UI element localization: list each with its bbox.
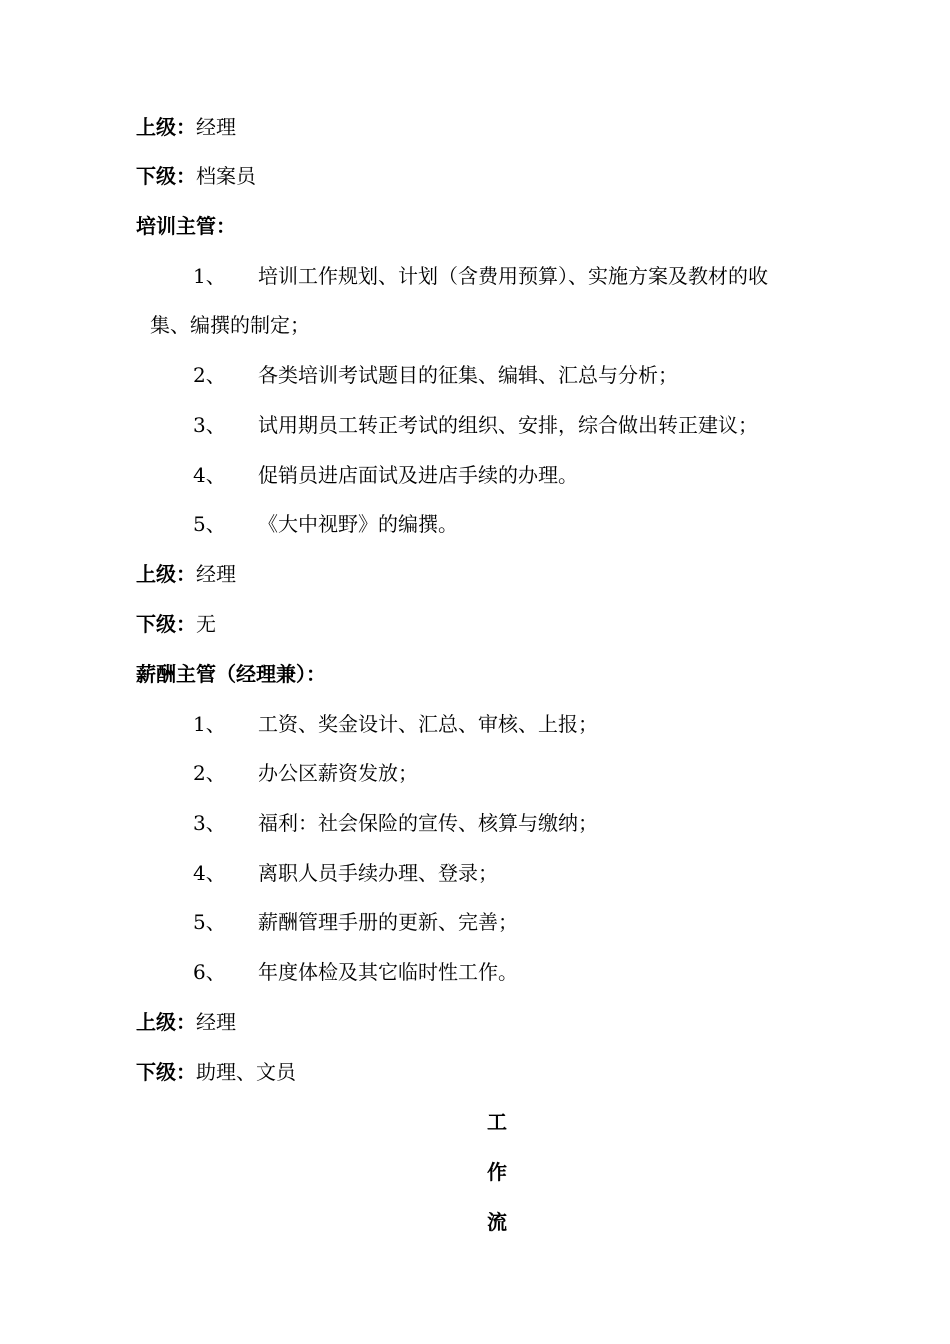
superior-label: 上级： (136, 115, 196, 139)
training-item-3-number: 3、 (193, 413, 226, 437)
vertical-title-char-1: 工 (487, 1110, 507, 1134)
training-item-3-text: 试用期员工转正考试的组织、安排，综合做出转正建议； (258, 413, 758, 437)
training-item-2-number: 2、 (193, 363, 226, 387)
salary-item-2-number: 2、 (193, 761, 226, 785)
training-item-1-text: 培训工作规划、计划（含费用预算）、实施方案及教材的收 (258, 264, 768, 288)
salary-item-3-number: 3、 (193, 811, 226, 835)
superior-line (136, 114, 236, 140)
salary-superior-line (136, 1009, 236, 1035)
subordinate-label: 下级： (136, 164, 196, 188)
superior-label: 上级： (136, 562, 196, 586)
subordinate-line (136, 163, 256, 189)
salary-item-4-number: 4、 (193, 861, 226, 885)
salary-item-3-text: 福利：社会保险的宣传、核算与缴纳； (258, 811, 598, 835)
training-item-5-text: 《大中视野》的编撰。 (258, 512, 458, 536)
training-superior-line (136, 561, 236, 587)
training-item-5-number: 5、 (193, 512, 226, 536)
training-item-1-continuation: 集、编撰的制定； (150, 313, 310, 337)
vertical-title-char-2: 作 (487, 1160, 507, 1184)
training-heading: 培训主管： (136, 214, 236, 238)
training-item-4-number: 4、 (193, 463, 226, 487)
salary-item-5-number: 5、 (193, 910, 226, 934)
training-item-1 (193, 263, 226, 289)
subordinate-value: 无 (196, 612, 216, 636)
item-number: 1、 (193, 264, 226, 288)
training-item-2-text: 各类培训考试题目的征集、编辑、汇总与分析； (258, 363, 678, 387)
salary-item-5-text: 薪酬管理手册的更新、完善； (258, 910, 518, 934)
superior-value: 经理 (196, 1010, 236, 1034)
salary-item-6-number: 6、 (193, 960, 226, 984)
subordinate-label: 下级： (136, 612, 196, 636)
superior-value: 经理 (196, 562, 236, 586)
subordinate-value: 助理、文员 (196, 1060, 296, 1084)
salary-heading: 薪酬主管（经理兼）： (136, 662, 326, 686)
superior-label: 上级： (136, 1010, 196, 1034)
training-item-4-text: 促销员进店面试及进店手续的办理。 (258, 463, 578, 487)
salary-item-4-text: 离职人员手续办理、登录； (258, 861, 498, 885)
salary-item-1-number: 1、 (193, 712, 226, 736)
subordinate-label: 下级： (136, 1060, 196, 1084)
salary-subordinate-line (136, 1059, 296, 1085)
training-subordinate-line (136, 611, 216, 637)
salary-item-1-text: 工资、奖金设计、汇总、审核、上报； (258, 712, 598, 736)
superior-value: 经理 (196, 115, 236, 139)
salary-item-2-text: 办公区薪资发放； (258, 761, 418, 785)
salary-item-6-text: 年度体检及其它临时性工作。 (258, 960, 518, 984)
vertical-title-char-3: 流 (487, 1210, 507, 1234)
subordinate-value: 档案员 (196, 164, 256, 188)
